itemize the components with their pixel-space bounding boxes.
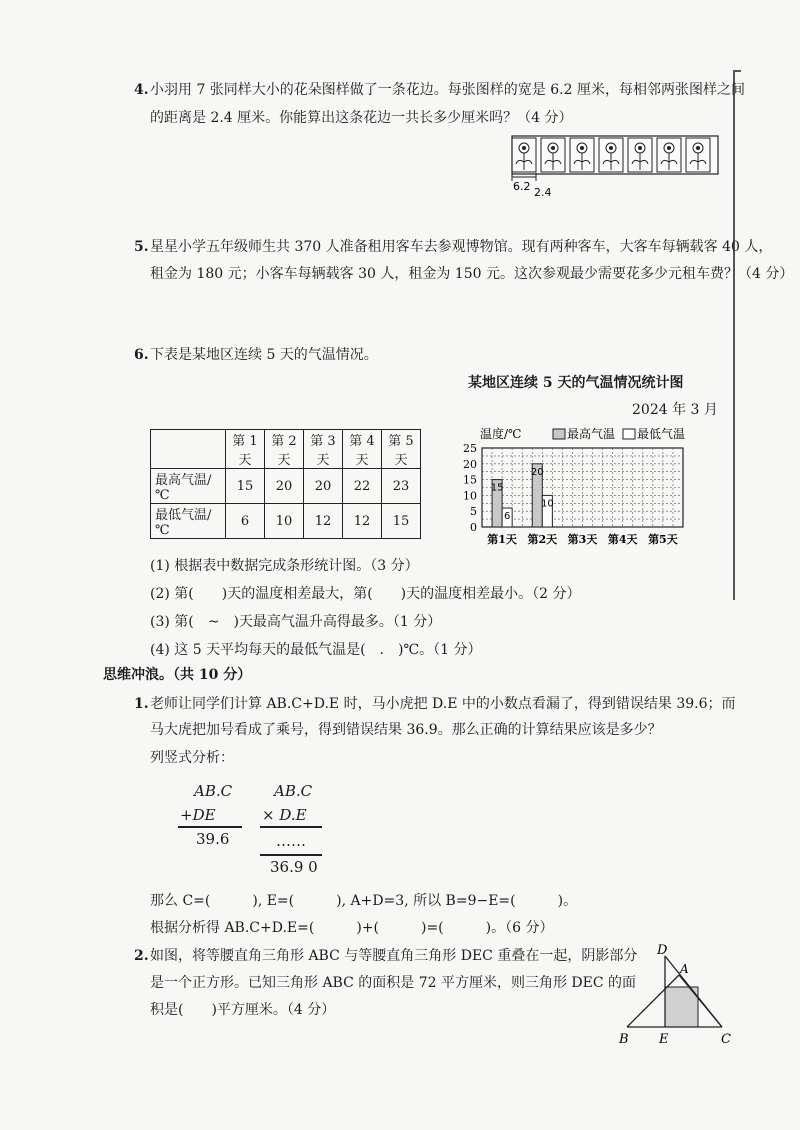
y-tick-label: 0 (470, 521, 477, 534)
addition-result: 39.6 (196, 830, 230, 848)
x-tick-label: 第5天 (648, 533, 678, 546)
point-label-A: A (680, 962, 689, 976)
fill-line-1: 那么 C=( ), E=( ), A+D=3, 所以 B=9−E=( )。 (150, 893, 578, 909)
table-cell: 12 (304, 504, 343, 539)
triangle-figure (610, 940, 740, 1050)
table-header-cell: 第 2 天 (265, 430, 304, 469)
x-tick-label: 第2天 (527, 533, 558, 546)
sub-question-2: (2) 第( )天的温度相差最大，第( )天的温度相差最小。（2 分） (150, 586, 581, 602)
legend-label: 最低气温 (637, 427, 686, 441)
point-label-D: D (657, 943, 668, 958)
question-text-line: 租金为 180 元；小客车每辆载客 30 人，租金为 150 元。这次参观最少需要花多少元租车费？（4 分） (150, 266, 794, 282)
table-row (151, 469, 421, 504)
multiplication-operand: × D.E (262, 806, 307, 824)
question-number: 1. (134, 696, 149, 712)
question-text-line: 星星小学五年级师生共 370 人准备租用客车去参观博物馆。现有两种客车，大客车每辆载客 40 人， (150, 239, 773, 255)
sub-question-4: (4) 这 5 天平均每天的最低气温是( . )℃。（1 分） (150, 642, 482, 658)
legend-swatch-high (553, 429, 565, 439)
x-tick-label: 第4天 (607, 533, 638, 546)
question-text-line: 小羽用 7 张同样大小的花朵图样做了一条花边。每张图样的宽是 6.2 厘米，每相邻两张图样之间 (150, 82, 745, 98)
table-header-cell: 第 3 天 (304, 430, 343, 469)
y-tick-label: 10 (463, 489, 477, 503)
chart-title: 某地区连续 5 天的气温情况统计图 (468, 375, 684, 391)
temperature-table (150, 429, 421, 539)
flower-strip (512, 136, 718, 174)
table-header-cell: 第 5 天 (382, 430, 421, 469)
x-tick-label: 第1天 (487, 533, 517, 546)
gap-label: 2.4 (534, 186, 552, 198)
width-label: 6.2 (513, 180, 531, 193)
multiplication-line (260, 826, 322, 828)
page-edge-tick (733, 70, 741, 72)
question-text-line: 如图，将等腰直角三角形 ABC 与等腰直角三角形 DEC 重叠在一起，阴影部分 (150, 948, 638, 964)
table-row-label: 最高气温/℃ (151, 469, 226, 504)
sub-question-1: (1) 根据表中数据完成条形统计图。（3 分） (150, 558, 419, 574)
addition-operand: +DE (180, 806, 216, 824)
sub-question-3: (3) 第( ~ )天最高气温升高得最多。（1 分） (150, 614, 442, 630)
x-tick-label: 第3天 (567, 533, 598, 546)
y-axis-label: 温度/℃ (480, 427, 522, 441)
bar-value-label: 6 (503, 511, 511, 523)
question-number: 4. (134, 82, 149, 98)
chart-subtitle: 2024 年 3 月 (632, 402, 718, 418)
legend-swatch-low (623, 429, 635, 439)
table-cell: 20 (265, 469, 304, 504)
table-header-cell: 第 4 天 (343, 430, 382, 469)
question-text-line: 积是( )平方厘米。（4 分） (150, 1002, 336, 1018)
y-tick-label: 25 (463, 442, 477, 455)
table-header-row (151, 430, 421, 469)
question-text-line: 马大虎把加号看成了乘号，得到错误结果 36.9。那么正确的计算结果应该是多少？ (150, 722, 662, 738)
table-cell: 6 (226, 504, 265, 539)
y-tick-label: 20 (463, 457, 477, 471)
y-tick-label: 5 (470, 505, 477, 519)
table-cell: 15 (382, 504, 421, 539)
x-tick-labels (487, 532, 677, 546)
bar-chart (455, 422, 705, 550)
point-label-B: B (619, 1032, 629, 1047)
addition-line (178, 826, 242, 828)
question-number: 6. (134, 347, 149, 363)
question-text-line: 的距离是 2.4 厘米。你能算出这条花边一共长多少厘米吗？（4 分） (150, 110, 573, 126)
multiplication-dots: …… (276, 832, 306, 850)
bar-value-label: 15 (490, 482, 504, 494)
point-label-C: C (721, 1032, 731, 1047)
analysis-label: 列竖式分析： (150, 750, 234, 766)
table-row-label: 最低气温/℃ (151, 504, 226, 539)
strip-frame (512, 136, 718, 174)
question-text-line: 是一个正方形。已知三角形 ABC 的面积是 72 平方厘米，则三角形 DEC 的面 (150, 975, 637, 991)
bar-value-label: 20 (530, 466, 544, 478)
point-label-E: E (659, 1032, 669, 1047)
multiplication-top: AB.C (274, 782, 313, 800)
question-text-line: 老师让同学们计算 AB.C+D.E 时，马小虎把 D.E 中的小数点看漏了，得到错误结果 39.6；而 (150, 696, 736, 712)
section-title: 思维冲浪。（共 10 分） (103, 667, 252, 683)
page-edge-line (733, 70, 735, 600)
table-header-cell (151, 430, 226, 469)
bar-value-label: 10 (540, 498, 554, 510)
question-number: 2. (134, 948, 149, 964)
table-cell: 20 (304, 469, 343, 504)
table-cell: 15 (226, 469, 265, 504)
addition-top: AB.C (194, 782, 233, 800)
question-text-line: 下表是某地区连续 5 天的气温情况。 (150, 347, 378, 363)
y-tick-label: 15 (463, 473, 477, 487)
table-cell: 12 (343, 504, 382, 539)
fill-line-2: 根据分析得 AB.C+D.E=( )+( )=( )。（6 分） (150, 920, 554, 936)
y-tick-labels (463, 442, 477, 534)
multiplication-line (260, 854, 322, 856)
chart-legend (553, 426, 685, 441)
multiplication-result: 36.9 0 (270, 858, 318, 876)
flower-border-figure (500, 132, 730, 198)
legend-label: 最高气温 (567, 427, 616, 441)
table-cell: 10 (265, 504, 304, 539)
table-row (151, 504, 421, 539)
question-number: 5. (134, 239, 149, 255)
table-cell: 23 (382, 469, 421, 504)
table-cell: 22 (343, 469, 382, 504)
table-header-cell: 第 1 天 (226, 430, 265, 469)
